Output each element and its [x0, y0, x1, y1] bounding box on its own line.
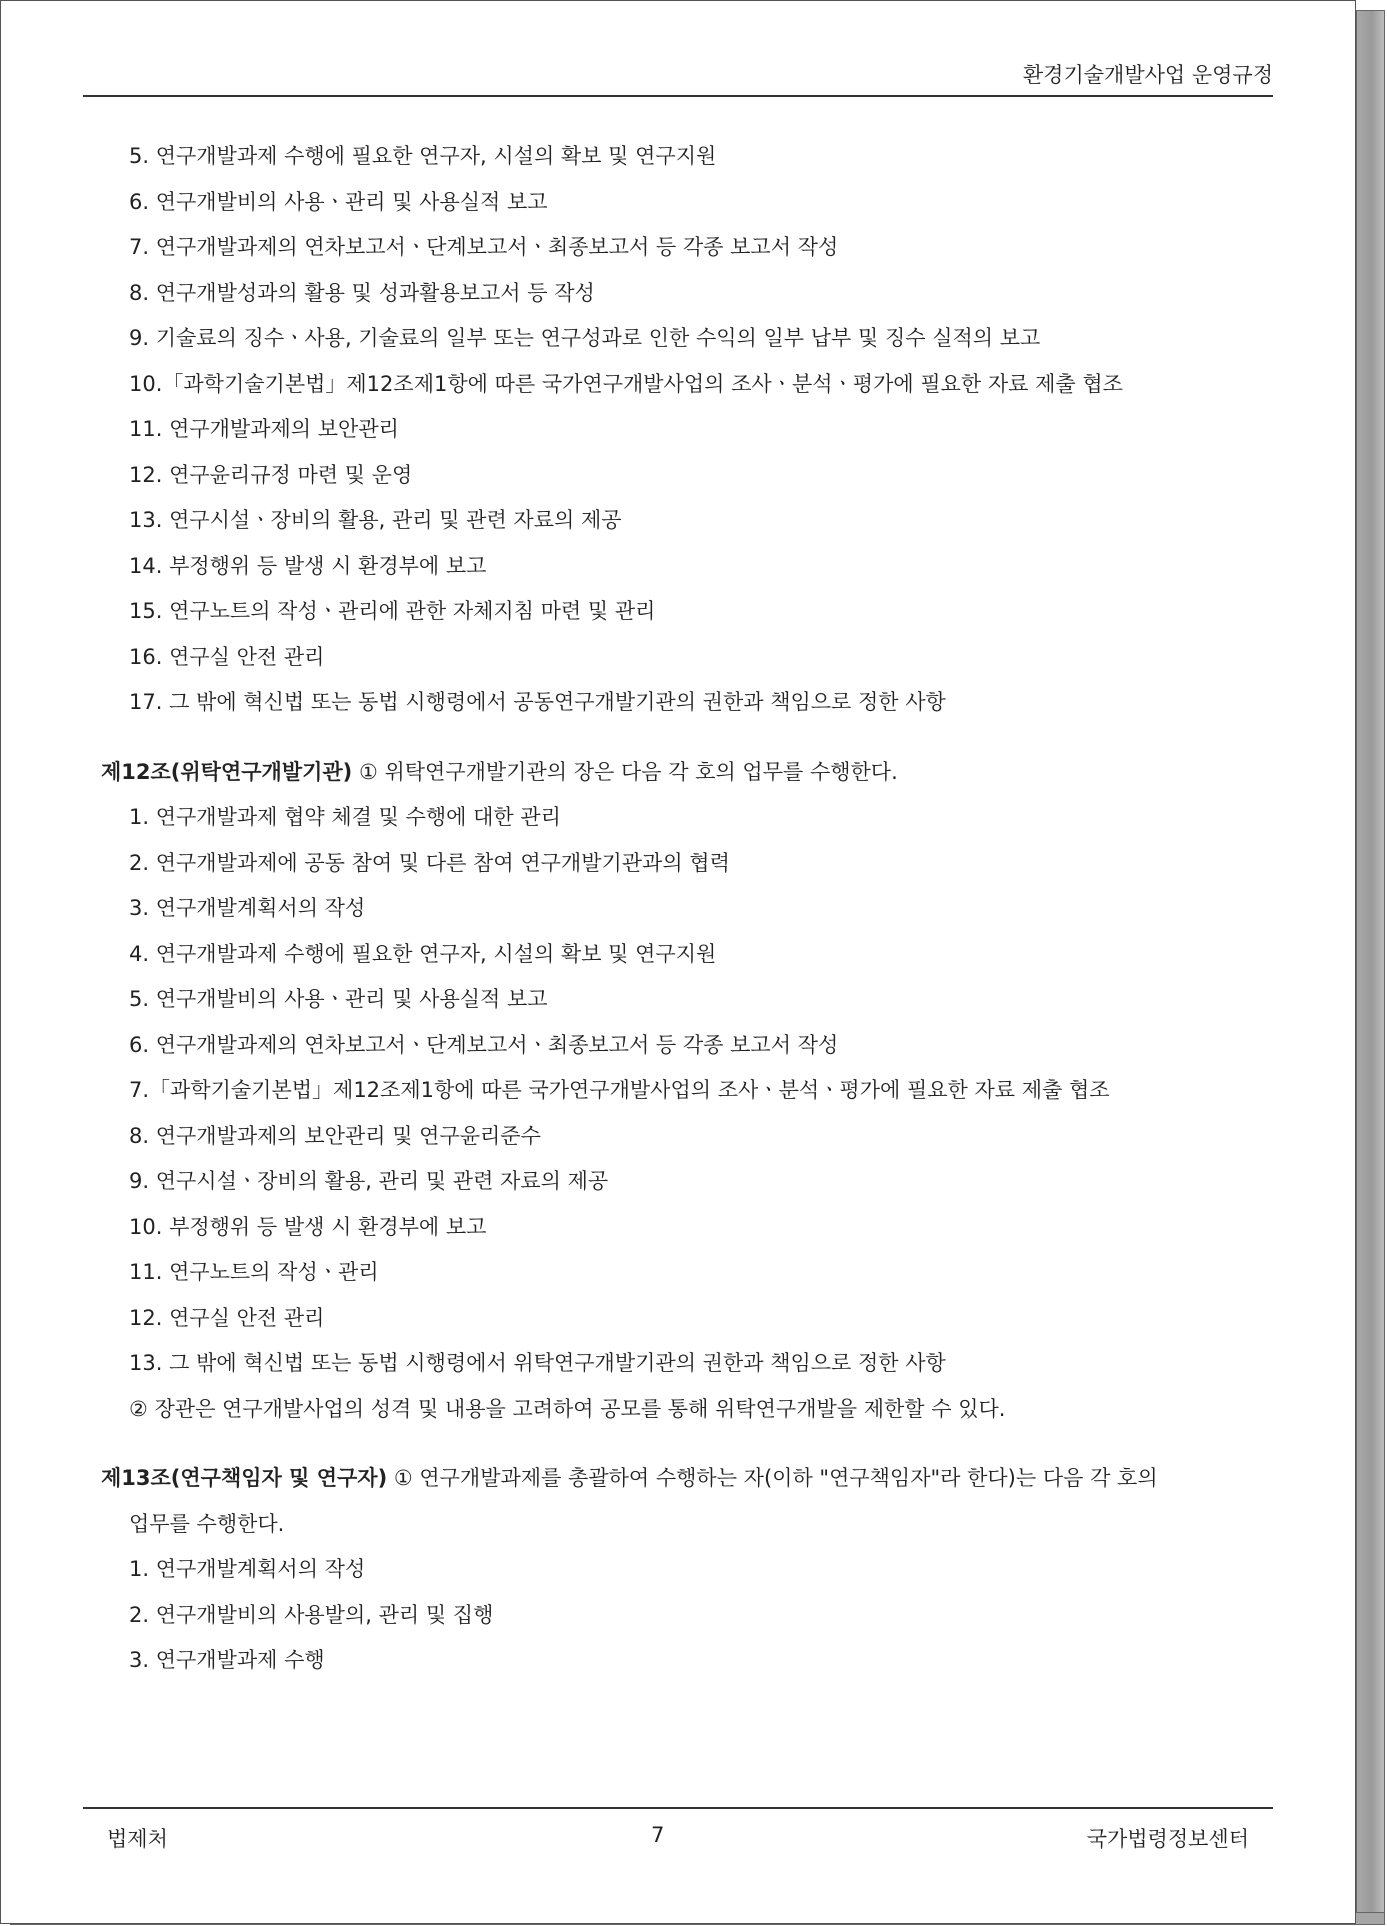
header-title: 환경기술개발사업 운영규정: [1022, 63, 1273, 87]
list-item: 9. 기술료의 징수ㆍ사용, 기술료의 일부 또는 연구성과로 인한 수익의 일부 납부 및 징수 실적의 보고: [129, 326, 1041, 350]
list-item: 11. 연구노트의 작성ㆍ관리: [129, 1260, 379, 1284]
list-item: 2. 연구개발비의 사용발의, 관리 및 집행: [129, 1602, 494, 1627]
article-12-paragraph-2: ② 장관은 연구개발사업의 성격 및 내용을 고려하여 공모를 통해 위탁연구개발을 제한할 수 있다.: [129, 1396, 1006, 1421]
list-item: 5. 연구개발과제 수행에 필요한 연구자, 시설의 확보 및 연구지원: [129, 144, 717, 168]
page-footer: [83, 1807, 1273, 1859]
spacer: [101, 733, 1281, 757]
article-12-title: 제12조(위탁연구개발기관): [101, 759, 353, 784]
list-item: 9. 연구시설ㆍ장비의 활용, 관리 및 관련 자료의 제공: [129, 1169, 609, 1193]
page-header: [83, 61, 1273, 97]
page-number: 7: [651, 1823, 665, 1847]
list-item: 6. 연구개발과제의 연차보고서ㆍ단계보고서ㆍ최종보고서 등 각종 보고서 작성: [129, 1032, 839, 1057]
list-item: 1. 연구개발과제 협약 체결 및 수행에 대한 관리: [129, 805, 561, 829]
list-item: 7.「과학기술기본법」제12조제1항에 따른 국가연구개발사업의 조사ㆍ분석ㆍ평가에 필요한 자료 제출 협조: [129, 1078, 1110, 1102]
list-item: 8. 연구개발성과의 활용 및 성과활용보고서 등 작성: [129, 280, 595, 305]
article-13-heading: [101, 1463, 1281, 1509]
list-item: 4. 연구개발과제 수행에 필요한 연구자, 시설의 확보 및 연구지원: [129, 941, 717, 966]
list-item: 11. 연구개발과제의 보안관리: [129, 417, 399, 441]
article-13-intro-continued: 업무를 수행한다.: [129, 1511, 285, 1536]
list-item: 7. 연구개발과제의 연차보고서ㆍ단계보고서ㆍ최종보고서 등 각종 보고서 작성: [129, 235, 839, 259]
list-item: 13. 연구시설ㆍ장비의 활용, 관리 및 관련 자료의 제공: [129, 508, 622, 532]
list-item: 16. 연구실 안전 관리: [129, 644, 325, 669]
list-item: 12. 연구윤리규정 마련 및 운영: [129, 462, 413, 487]
list-item: 8. 연구개발과제의 보안관리 및 연구윤리준수: [129, 1123, 541, 1148]
list-item: 6. 연구개발비의 사용ㆍ관리 및 사용실적 보고: [129, 189, 548, 214]
list-item: 15. 연구노트의 작성ㆍ관리에 관한 자체지침 마련 및 관리: [129, 599, 656, 623]
spacer: [101, 1439, 1281, 1463]
list-item: 12. 연구실 안전 관리: [129, 1305, 325, 1330]
page-shadow-right: [1356, 10, 1385, 1915]
list-item: 5. 연구개발비의 사용ㆍ관리 및 사용실적 보고: [129, 987, 548, 1011]
list-item: 13. 그 밖에 혁신법 또는 동법 시행령에서 위탁연구개발기관의 권한과 책임으로 정한 사항: [129, 1351, 946, 1375]
list-item: 1. 연구개발계획서의 작성: [129, 1557, 366, 1581]
list-item: 10.「과학기술기본법」제12조제1항에 따른 국가연구개발사업의 조사ㆍ분석ㆍ평가에 필요한 자료 제출 협조: [129, 371, 1123, 396]
article-13-title: 제13조(연구책임자 및 연구자): [101, 1466, 388, 1490]
list-item: 3. 연구개발계획서의 작성: [129, 896, 366, 920]
list-item: 10. 부정행위 등 발생 시 환경부에 보고: [129, 1214, 487, 1239]
list-item: 17. 그 밖에 혁신법 또는 동법 시행령에서 공동연구개발기관의 권한과 책임으로 정한 사항: [129, 690, 946, 714]
list-item: 2. 연구개발과제에 공동 참여 및 다른 참여 연구개발기관과의 협력: [129, 850, 730, 875]
document-body: [101, 141, 1281, 1691]
footer-source: 법제처: [107, 1827, 168, 1851]
article-12-intro: ① 위탁연구개발기관의 장은 다음 각 호의 업무를 수행한다.: [352, 759, 898, 784]
footer-publisher: 국가법령정보센터: [1086, 1827, 1249, 1851]
list-item: 3. 연구개발과제 수행: [129, 1648, 325, 1672]
article-13-intro: ① 연구개발과제를 총괄하여 수행하는 자(이하 "연구책임자"라 한다)는 다음 각 호의: [387, 1466, 1158, 1490]
list-item: 14. 부정행위 등 발생 시 환경부에 보고: [129, 553, 487, 578]
article-12-heading: [101, 757, 1281, 803]
